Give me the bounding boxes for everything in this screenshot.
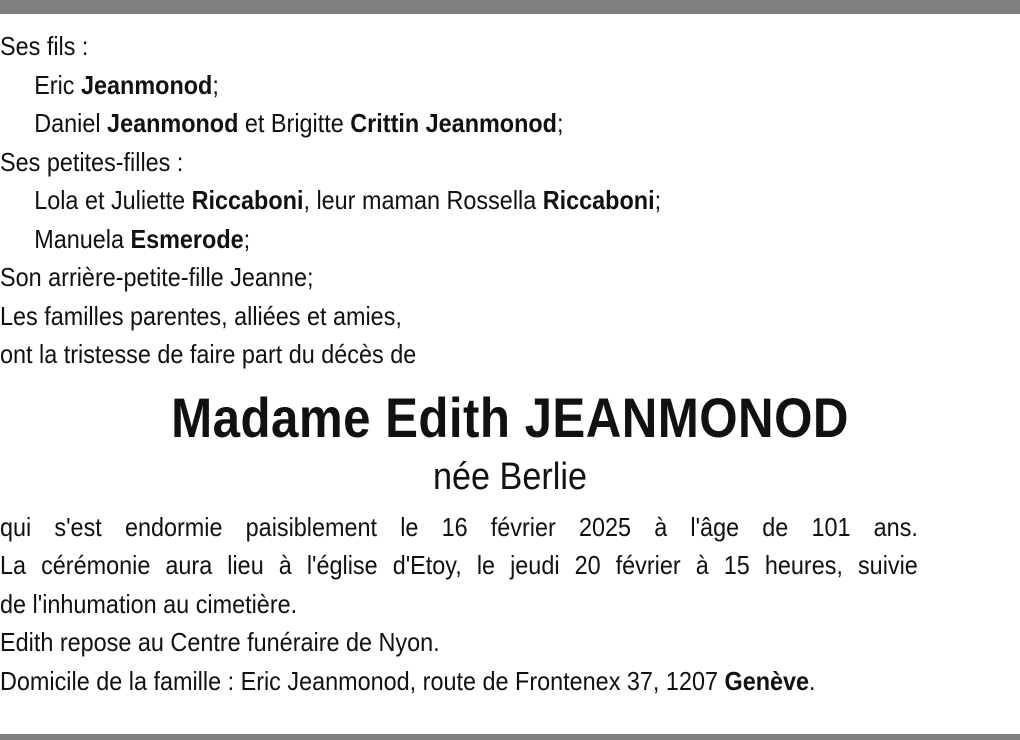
obituary-notice <box>0 27 1020 700</box>
maiden-name: née Berlie <box>432 455 588 498</box>
surname: Riccaboni <box>191 185 304 215</box>
word: aura <box>165 550 213 580</box>
word: février <box>490 511 556 542</box>
word: 16 <box>441 511 468 542</box>
word: à <box>654 511 668 542</box>
word: à <box>695 550 709 580</box>
word: 20 <box>574 550 601 580</box>
son-line-1: Eric Jeanmonod; <box>34 69 219 100</box>
word: lieu <box>227 550 264 580</box>
repose-line: Edith repose au Centre funéraire de Nyon. <box>0 627 440 657</box>
granddaughter-line-2: Manuela Esmerode; <box>34 223 251 254</box>
word: 2025 <box>578 511 632 542</box>
ceremony-line <box>0 546 1020 585</box>
word: s'est <box>54 511 102 542</box>
word: le <box>476 550 496 580</box>
details-block <box>0 508 1020 701</box>
surname: Crittin Jeanmonod <box>350 108 557 138</box>
word: 15 <box>723 550 750 580</box>
death-line-words <box>0 508 918 547</box>
domicile-line: Domicile de la famille : Eric Jeanmonod, route de Frontenex 37, 1207 Genève. <box>0 665 816 696</box>
announcement-line: ont la tristesse de faire part du décès de <box>0 339 417 369</box>
word: paisiblement <box>245 511 378 542</box>
deceased-name: Madame Edith JEANMONOD <box>171 385 849 449</box>
great-granddaughter-line: Son arrière-petite-fille Jeanne; <box>0 262 314 292</box>
word: à <box>278 550 292 580</box>
city: Genève <box>724 665 810 696</box>
families-line: Les familles parentes, alliées et amies, <box>0 300 402 331</box>
surname: Esmerode <box>130 223 244 254</box>
surname: Riccaboni <box>542 185 655 215</box>
ceremony-line-words <box>0 546 918 585</box>
surname: Jeanmonod <box>81 69 213 100</box>
word: de <box>762 511 789 542</box>
top-rule <box>0 0 1020 14</box>
death-line <box>0 508 1020 547</box>
word: ans. <box>873 511 918 542</box>
burial-line: de l'inhumation au cimetière. <box>0 588 298 619</box>
word: suivie <box>857 550 918 580</box>
word: endormie <box>124 511 223 542</box>
sons-heading: Ses fils : <box>0 31 89 61</box>
word: jeudi <box>510 550 560 580</box>
word: l'âge <box>690 511 740 542</box>
granddaughter-line-1: Lola et Juliette Riccaboni, leur maman Rossella Riccaboni; <box>34 185 662 215</box>
word: 101 <box>811 511 851 542</box>
word: le <box>400 511 419 542</box>
word: qui <box>0 511 32 542</box>
surname: Jeanmonod <box>107 108 239 138</box>
word: cérémonie <box>41 550 151 580</box>
bottom-rule <box>0 734 1020 740</box>
word: heures, <box>764 550 843 580</box>
word: février <box>615 550 681 580</box>
word: d'Etoy, <box>392 550 462 580</box>
word: La <box>0 550 27 580</box>
word: l'église <box>306 550 378 580</box>
son-line-2: Daniel Jeanmonod et Brigitte Crittin Jeanmonod; <box>34 108 564 138</box>
granddaughters-heading: Ses petites-filles : <box>0 146 184 177</box>
